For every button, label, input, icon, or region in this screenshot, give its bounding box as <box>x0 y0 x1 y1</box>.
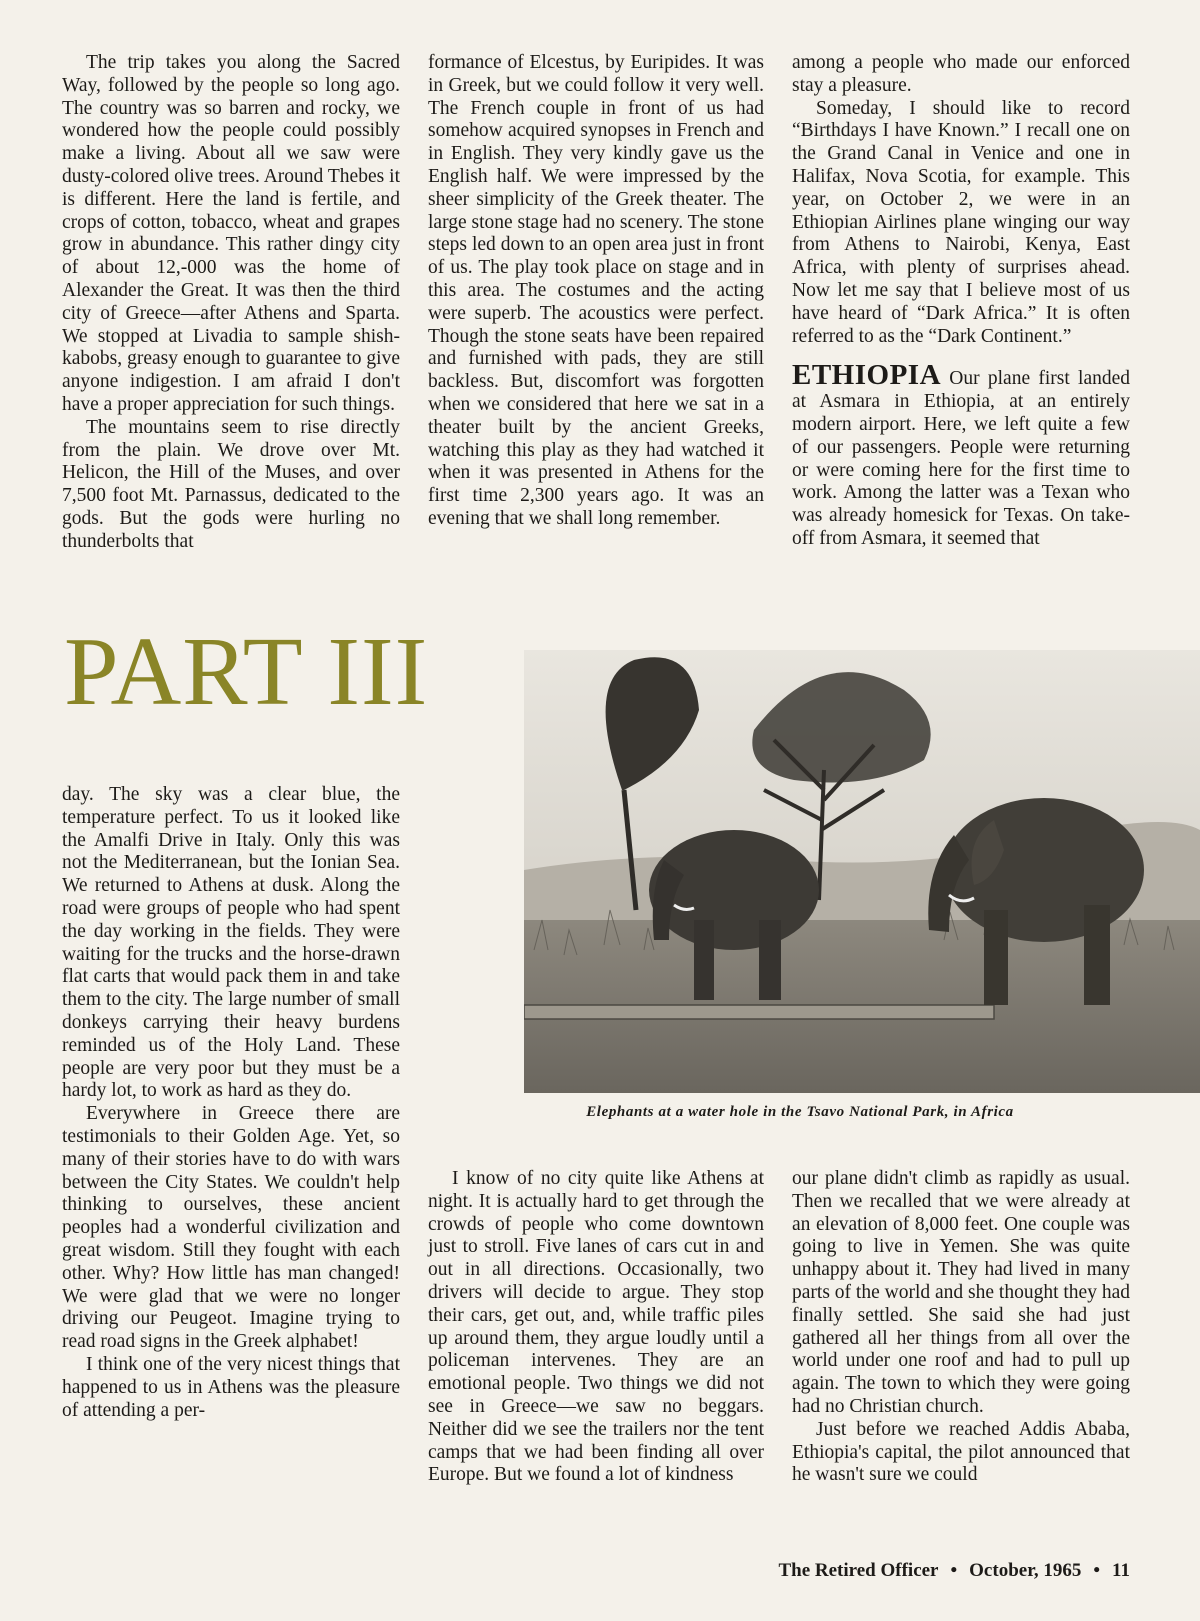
text-column-4 <box>62 784 400 1422</box>
part-title: PART III <box>64 618 429 726</box>
paragraph: among a people who made our enforced stay a pleasure. <box>792 52 1130 96</box>
photo-caption: Elephants at a water hole in the Tsavo National Park, in Africa <box>586 1104 1014 1120</box>
paragraph: day. The sky was a clear blue, the temperature perfect. To us it looked like the Amalfi Drive in Italy. Only this was not the Mediterranean, but the Ionian Sea. We returned to Athens at dusk. Along the road were groups of people who had spent the day working in the fields. They were waiting for the trucks and the horse-drawn flat carts that would pack them in and take them to the city. The large number of small donkeys carrying their heavy burdens reminded us of the Holy Land. These people are very poor but they must be a hardy lot, to work as hard as they do. <box>62 784 400 1102</box>
paragraph: formance of Elcestus, by Euripides. It was in Greek, but we could follow it very well. The French couple in front of us had somehow acquired synopses in French and in English. They very kindly gave us the English half. We were impressed by the sheer simplicity of the Greek theater. The large stone stage had no scenery. The stone steps led down to an open area just in front of us. The play took place on stage and in this area. The costumes and the acting were superb. The acoustics were perfect. Though the stone seats have been repaired and furnished with pads, they are still backless. But, discomfort was forgotten when we considered that here we sat in a theater built by the ancient Greeks, watching this play as they had watched it when it was presented in Athens for the first time 2,300 years ago. It was an evening that we shall long remember. <box>428 52 764 529</box>
publication-name: The Retired Officer <box>778 1560 939 1581</box>
text-column-5 <box>428 1168 764 1487</box>
text-column-1 <box>62 52 400 554</box>
issue-date: October, 1965 <box>969 1560 1082 1581</box>
ethiopia-paragraph <box>792 359 1131 550</box>
paragraph: our plane didn't climb as rapidly as usual. Then we recalled that we were already at an elevation of 8,000 feet. One couple was going to live in Yemen. She was quite unhappy about it. They had lived in many parts of the world and she thought they had finally settled. She said she had just gathered all her things from all over the world under one roof and had to pull up again. The town to which they were going had no Christian church. <box>792 1168 1130 1417</box>
page-footer <box>660 1560 1130 1582</box>
text-column-2 <box>428 52 764 531</box>
section-heading-ethiopia: ETHIOPIA <box>792 359 942 392</box>
elephants-photo <box>524 650 1200 1093</box>
paragraph: Someday, I should like to record “Birthdays I have Known.” I recall one on the Grand Canal in Venice and one in Halifax, Nova Scotia, for example. This year, on October 2, we were in an Ethiopian Airlines plane winging our way from Athens to Nairobi, Kenya, East Africa, with plenty of surprises ahead. Now let me say that I believe most of us have heard of “Dark Africa.” It is often referred to as the “Dark Continent.” <box>792 97 1130 347</box>
paragraph: Just before we reached Addis Ababa, Ethiopia's capital, the pilot announced that he wasn't sure we could <box>792 1418 1130 1486</box>
paragraph: I think one of the very nicest things that happened to us in Athens was the pleasure of attending a per- <box>62 1353 400 1421</box>
paragraph: Everywhere in Greece there are testimonials to their Golden Age. Yet, so many of their stories have to do with wars between the City States. We couldn't help thinking to ourselves, these ancient peoples had a wonderful civilization and great wisdom. Still they fought with each other. Why? How little has man changed! We were glad that we were no longer driving our Peugeot. Imagine trying to read road signs in the Greek alphabet! <box>62 1103 400 1353</box>
separator: • <box>1093 1560 1101 1581</box>
page-number: 11 <box>1112 1560 1130 1581</box>
text-column-3 <box>792 52 1130 551</box>
text-column-6 <box>792 1168 1130 1487</box>
paragraph: The trip takes you along the Sacred Way, followed by the people so long ago. The country was so barren and rocky, we wondered how the people could possibly make a living. About all we saw were dusty-colored olive trees. Around Thebes it is different. Here the land is fertile, and crops of cotton, tobacco, wheat and grapes grow in abundance. This rather dingy city of about 12,-000 was the home of Alexander the Great. It was then the third city of Greece—after Athens and Sparta. We stopped at Livadia to sample shish-kabobs, greasy enough to guarantee to give anyone indigestion. I am afraid I don't have a proper appreciation for such things. <box>62 52 400 415</box>
paragraph: The mountains seem to rise directly from the plain. We drove over Mt. Helicon, the Hill of the Muses, and over 7,500 foot Mt. Parnassus, dedicated to the gods. But the gods were hurling no thunderbolts that <box>62 416 400 552</box>
paragraph: I know of no city quite like Athens at night. It is actually hard to get through the crowds of people who come downtown just to stroll. Five lanes of cars cut in and out in all directions. Occasionally, two drivers will decide to argue. They stop their cars, get out, and, while traffic piles up around them, they argue loudly until a policeman intervenes. They are an emotional people. Two things we did not see in Greece—we saw no beggars. Neither did we see the trailers nor the tent camps that we had been finding all over Europe. But we found a lot of kindness <box>428 1168 764 1486</box>
separator: • <box>950 1560 958 1581</box>
ethiopia-text: Our plane first landed at Asmara in Ethiopia, at an entirely modern airport. Here, we left quite a few of our passengers. People were returning or were coming here for the first time to work. Among the latter was a Texan who was already homesick for Texas. On take-off from Asmara, it seemed that <box>792 368 1131 549</box>
